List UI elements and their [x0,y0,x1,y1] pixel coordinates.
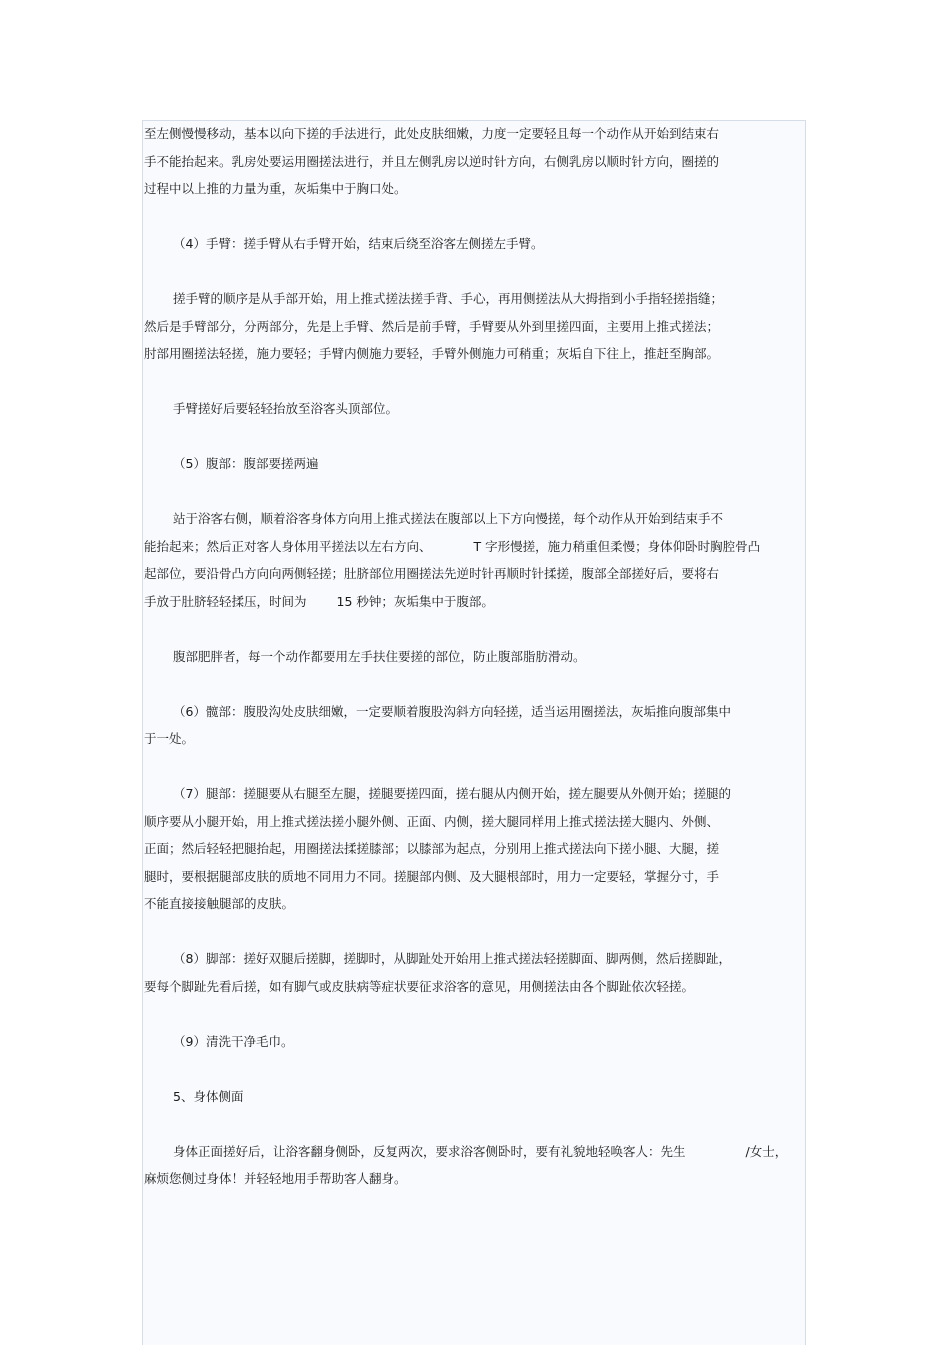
text-segment: T 字形慢搓，施力稍重但柔慢；身体仰卧时胸腔骨凸 [473,538,761,554]
section-heading-body-side [144,1083,806,1111]
paragraph-feet [144,945,806,1000]
text-line: （4）手臂：搓手臂从右手臂开始，结束后绕至浴客左侧搓左手臂。 [173,236,544,251]
paragraph-chest-continued [144,120,806,203]
paragraph-legs [144,780,806,918]
paragraph-abdomen-heading [144,450,806,478]
paragraph-arm-finish [144,395,806,423]
text-line: 于一处。 [144,731,195,746]
text-line: 腹部肥胖者，每一个动作都要用左手扶住要搓的部位，防止腹部脂肪滑动。 [173,648,586,664]
paragraph-body-side [144,1138,806,1193]
text-line: 然后是手臂部分，分两部分，先是上手臂、然后是前手臂，手臂要从外到里搓四面，主要用上推式搓法； [144,318,720,334]
text-line: 不能直接接触腿部的皮肤。 [144,896,295,911]
text-line: 搓手臂的顺序是从手部开始，用上推式搓法搓手背、手心，再用侧搓法从大拇指到小手指轻搓指缝； [173,291,724,306]
text-line: 起部位，要沿骨凸方向向两侧轻搓；肚脐部位用圈搓法先逆时针再顺时针揉搓，腹部全部搓好后，要将右 [144,566,720,581]
text-line: 5、身体侧面 [173,1088,244,1104]
text-segment: 15 秒钟；灰垢集中于腹部。 [336,593,494,609]
text-line: （7）腿部：搓腿要从右腿至左腿，搓腿要搓四面，搓右腿从内侧开始，搓左腿要从外侧开始；搓腿的 [173,786,731,801]
document-body [144,120,806,1220]
text-segment: 身体正面搓好后，让浴客翻身侧卧，反复两次，要求浴客侧卧时，要有礼貌地轻唤客人：先生 [173,1143,686,1159]
text-line: 手不能抬起来。乳房处要运用圈搓法进行，并且左侧乳房以逆时针方向，右侧乳房以顺时针方向，圈搓的 [144,153,720,169]
paragraph-hip [144,698,806,753]
text-line: 至左侧慢慢移动，基本以向下搓的手法进行，此处皮肤细嫩，力度一定要轻且每一个动作从开始到结束右 [144,126,720,141]
text-line: 站于浴客右侧，顺着浴客身体方向用上推式搓法在腹部以上下方向慢搓，每个动作从开始到结束手不 [173,511,724,526]
text-line: 顺序要从小腿开始，用上推式搓法搓小腿外侧、正面、内侧，搓大腿同样用上推式搓法搓大腿内、外侧、 [144,813,720,829]
text-line: 正面；然后轻轻把腿抬起，用圈搓法揉搓膝部；以膝部为起点，分别用上推式搓法向下搓小腿、大腿，搓 [144,841,720,856]
text-line: 麻烦您侧过身体！并轻轻地用手帮助客人翻身。 [144,1171,407,1186]
paragraph-abdomen-method [144,505,806,615]
text-line: 腿时，要根据腿部皮肤的质地不同用力不同。搓腿部内侧、及大腿根部时，用力一定要轻，掌握分寸，手 [144,868,720,884]
text-line: 手臂搓好后要轻轻抬放至浴客头顶部位。 [173,401,399,416]
text-line [144,533,806,561]
text-line [144,1138,806,1166]
text-segment: /女士， [745,1143,788,1159]
text-line: （6）髋部：腹股沟处皮肤细嫩，一定要顺着腹股沟斜方向轻搓，适当运用圈搓法，灰垢推向腹部集中 [173,703,731,719]
paragraph-abdomen-obese [144,643,806,671]
text-line: 过程中以上推的力量为重，灰垢集中于胸口处。 [144,181,407,196]
text-line: 要每个脚趾先看后搓，如有脚气或皮肤病等症状要征求浴客的意见，用侧搓法由各个脚趾依次轻搓。 [144,978,695,994]
text-line: （5）腹部：腹部要搓两遍 [173,456,319,471]
text-line [144,588,806,616]
text-line: 肘部用圈搓法轻搓，施力要轻；手臂内侧施力要轻，手臂外侧施力可稍重；灰垢自下往上，推赶至胸部。 [144,346,720,361]
text-line: （8）脚部：搓好双腿后搓脚，搓脚时，从脚趾处开始用上推式搓法轻搓脚面、脚两侧，然后搓脚趾， [173,951,731,966]
paragraph-clean-towel [144,1028,806,1056]
text-segment: 能抬起来；然后正对客人身体用平搓法以左右方向、 [144,538,432,554]
paragraph-arm-order [144,285,806,368]
text-segment: 手放于肚脐轻轻揉压，时间为 [144,593,307,609]
text-line: （9）清洗干净毛巾。 [173,1033,294,1049]
paragraph-arm-heading [144,230,806,258]
